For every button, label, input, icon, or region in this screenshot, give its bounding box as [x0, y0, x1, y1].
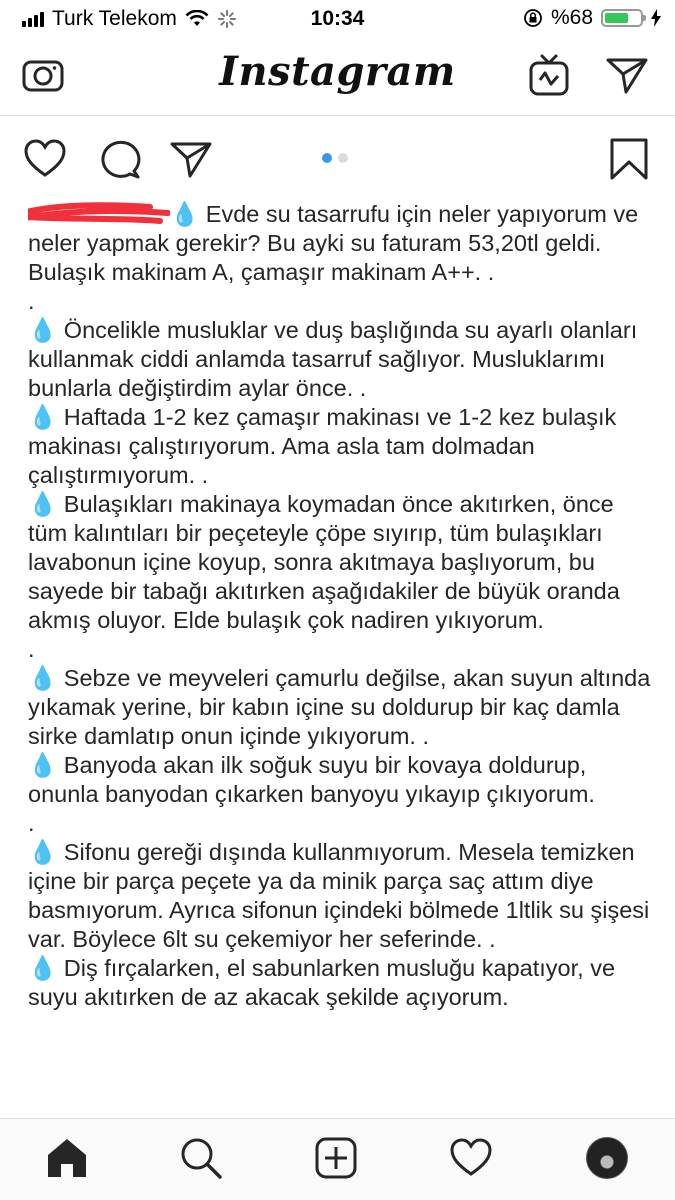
battery-percent: %68	[550, 6, 593, 29]
caption-paragraph	[28, 635, 656, 664]
water-drop-icon: 💧	[28, 665, 64, 691]
caption-paragraph	[28, 490, 656, 635]
carousel-dot	[322, 153, 332, 163]
orientation-lock-icon	[523, 8, 543, 28]
comment-icon[interactable]	[97, 136, 143, 182]
carousel-indicator	[322, 153, 348, 163]
home-icon[interactable]	[44, 1135, 90, 1181]
save-bookmark-icon[interactable]	[606, 136, 652, 182]
battery-icon	[601, 9, 643, 27]
caption-text: .	[28, 288, 35, 314]
caption-paragraph	[28, 954, 656, 1012]
caption-paragraph	[28, 664, 656, 751]
post-action-bar	[0, 128, 675, 188]
caption-text: Haftada 1-2 kez çamaşır makinası ve 1-2 kez bulaşık makinası çalıştırıyorum. Ama asla tam dolmadan çalıştırmıyorum. .	[28, 404, 617, 488]
app-logo: Instagram	[219, 48, 456, 95]
clock: 10:34	[310, 7, 365, 30]
activity-heart-icon[interactable]	[448, 1135, 494, 1181]
caption-paragraph	[28, 316, 656, 403]
water-drop-icon: 💧	[28, 404, 64, 430]
search-icon[interactable]	[178, 1135, 224, 1181]
caption-paragraph	[28, 751, 656, 809]
caption-paragraph	[28, 403, 656, 490]
new-post-icon[interactable]	[313, 1135, 359, 1181]
caption-paragraph	[28, 809, 656, 838]
post-caption	[28, 200, 656, 1120]
profile-avatar[interactable]	[586, 1137, 628, 1179]
caption-paragraph	[28, 287, 656, 316]
caption-text: Banyoda akan ilk soğuk suyu bir kovaya doldurup, onunla banyodan çıkarken banyoyu yıkayıp çıkıyorum.	[28, 752, 595, 807]
status-right	[523, 6, 661, 30]
share-icon[interactable]	[168, 136, 214, 182]
status-bar	[0, 0, 675, 38]
igtv-icon[interactable]	[526, 52, 572, 98]
caption-paragraph	[28, 838, 656, 954]
bottom-tab-bar	[0, 1118, 675, 1200]
carousel-dot	[338, 153, 348, 163]
caption-text: Sebze ve meyveleri çamurlu değilse, akan suyun altında yıkamak yerine, bir kabın içine su doldurup bir kaç damla sirke damlatıp onun içinde yıkıyorum. .	[28, 665, 651, 749]
water-drop-icon: 💧	[28, 955, 64, 981]
caption-text: Sifonu gereği dışında kullanmıyorum. Mesela temizken içine bir parça peçete ya da minik parça saç attım diye basmıyorum. Ayrıca sifonun içindeki bölmede 1ltlik su şişesi var. Böylece 6lt su çekemiyor her seferinde. .	[28, 839, 650, 952]
water-drop-icon: 💧	[170, 201, 206, 227]
caption-paragraph	[28, 200, 656, 287]
censored-username	[28, 201, 170, 227]
caption-text: Bulaşıkları makinaya koymadan önce akıtırken, önce tüm kalıntıları bir peçeteyle çöpe sıyırıp, tüm bulaşıkları lavabonun içine koyup, sonra akıtmaya başlıyorum, bu sayede bir tabağı akıtırken aşağıdakiler de büyük oranda akmış oluyor. Elde bulaşık çok nadiren yıkıyorum.	[28, 491, 620, 633]
caption-text: .	[28, 636, 35, 662]
direct-message-icon[interactable]	[604, 52, 650, 98]
carrier-name: Turk Telekom	[52, 7, 177, 30]
caption-text: Evde su tasarrufu için neler yapıyorum ve neler yapmak gerekir? Bu ayki su faturam 53,20tl geldi. Bulaşık makinam A, çamaşır makinam A++. .	[28, 201, 639, 285]
water-drop-icon: 💧	[28, 317, 64, 343]
app-header	[0, 38, 675, 116]
caption-text: Öncelikle musluklar ve duş başlığında su ayarlı olanları kullanmak ciddi anlamda tasarruf sağlıyor. Musluklarımı bunlarla değiştirdim aylar önce. .	[28, 317, 638, 401]
water-drop-icon: 💧	[28, 752, 64, 778]
caption-text: Diş fırçalarken, el sabunlarken musluğu kapatıyor, ve suyu akıtırken de az akacak şekilde açıyorum.	[28, 955, 616, 1010]
water-drop-icon: 💧	[28, 491, 64, 517]
caption-text: .	[28, 810, 35, 836]
charging-icon	[651, 9, 661, 27]
water-drop-icon: 💧	[28, 839, 64, 865]
like-heart-icon[interactable]	[22, 136, 68, 182]
